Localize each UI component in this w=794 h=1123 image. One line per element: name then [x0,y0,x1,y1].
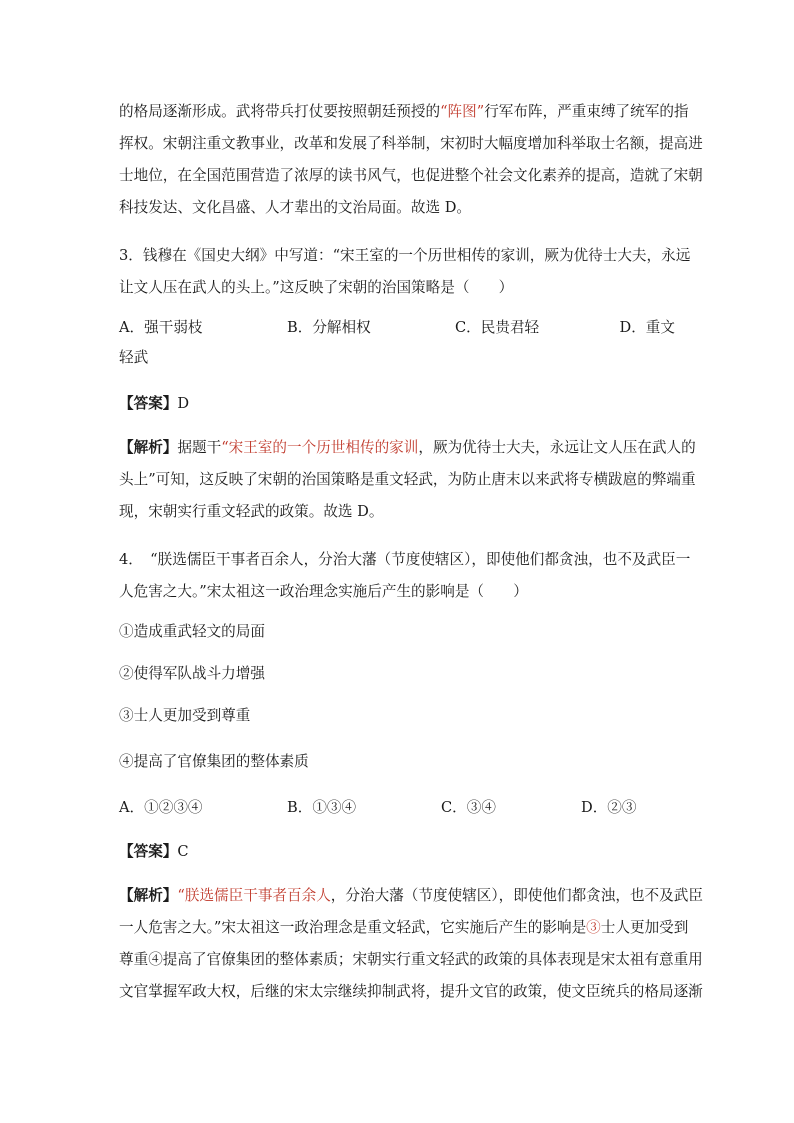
statement-1: ①造成重武轻文的局面 [119,623,265,640]
question-3-analysis [119,438,696,458]
analysis-label: 【解析】 [119,887,178,904]
question-4-answer [119,842,675,862]
answer-label: 【答案】 [119,843,178,860]
text-span: ，分治大藩（节度使辖区），即使他们都贪浊，也不及武臣 [330,887,703,904]
paragraph-line [119,102,689,122]
question-3-stem: 3．钱穆在《国史大纲》中写道：“宋王室的一个历世相传的家训，厥为优待士大夫，永远 [119,247,691,264]
option-a: A．①②③④ [119,799,203,816]
analysis-label: 【解析】 [119,439,178,456]
option-c: C．民贵君轻 [455,319,540,336]
option-c: C．③④ [441,799,496,816]
option-d-wrap: 轻武 [119,349,149,366]
answer-value: C [177,843,189,860]
question-4-analysis [119,886,703,906]
question-4-options [119,798,675,818]
option-b: B．①③④ [287,799,357,816]
question-4-stem-cont: 人危害之大。”宋太祖这一政治理念实施后产生的影响是（ ） [119,583,528,600]
option-d: D．重文 [619,319,675,336]
text-span: ，厥为优待士大夫，永远让文人压在武人的 [418,439,696,456]
option-b: B．分解相权 [287,319,371,336]
answer-label: 【答案】 [119,395,178,412]
option-d: D．②③ [581,799,637,816]
question-4-stem: 4． “朕选儒臣干事者百余人，分治大藩（节度使辖区），即使他们都贪浊，也不及武臣一 [119,551,691,568]
option-a: A．强干弱枝 [119,319,203,336]
question-3-answer [119,394,675,414]
paragraph-line: 士地位，在全国范围营造了浓厚的读书风气，也促进整个社会文化素养的提高，造就了宋朝 [119,167,703,184]
question-3-options [119,318,675,338]
highlight-text: “阵图” [440,103,485,120]
highlight-text: “宋王室的一个历世相传的家训 [221,439,419,456]
paragraph-line: 现，宋朝实行重文轻武的政策。故选 D。 [119,503,384,520]
paragraph-line: 头上”可知，这反映了宋朝的治国策略是重文轻武，为防止唐末以来武将专横跋扈的弊端重 [119,471,696,488]
question-3-stem-cont: 让文人压在武人的头上。”这反映了宋朝的治国策略是（ ） [119,279,514,296]
text-span: 据题干 [177,439,222,456]
text-span: 一人危害之大。”宋太祖这一政治理念是重文轻武，它实施后产生的影响是 [119,919,587,936]
text-span: 行军布阵，严重束缚了统军的指 [484,103,689,120]
highlight-text: “朕选儒臣干事者百余人 [177,887,331,904]
statement-3: ③士人更加受到尊重 [119,707,251,724]
paragraph-line: 挥权。宋朝注重文教事业，改革和发展了科举制，宋初时大幅度增加科举取士名额，提高进 [119,135,703,152]
paragraph-line: 科技发达、文化昌盛、人才辈出的文治局面。故选 D。 [119,199,471,216]
answer-value: D [177,395,190,412]
statement-2: ②使得军队战斗力增强 [119,665,265,682]
statement-4: ④提高了官僚集团的整体素质 [119,753,309,770]
text-span: 士人更加受到 [600,919,689,936]
paragraph-line [119,918,689,938]
highlight-text: ③ [586,919,601,936]
paragraph-line: 文官掌握军政大权，后继的宋太宗继续抑制武将，提升文官的政策，使文臣统兵的格局逐渐 [119,983,703,1000]
text-span: 的格局逐渐形成。武将带兵打仗要按照朝廷预授的 [119,103,441,120]
paragraph-line: 尊重④提高了官僚集团的整体素质；宋朝实行重文轻武的政策的具体表现是宋太祖有意重用 [119,951,703,968]
